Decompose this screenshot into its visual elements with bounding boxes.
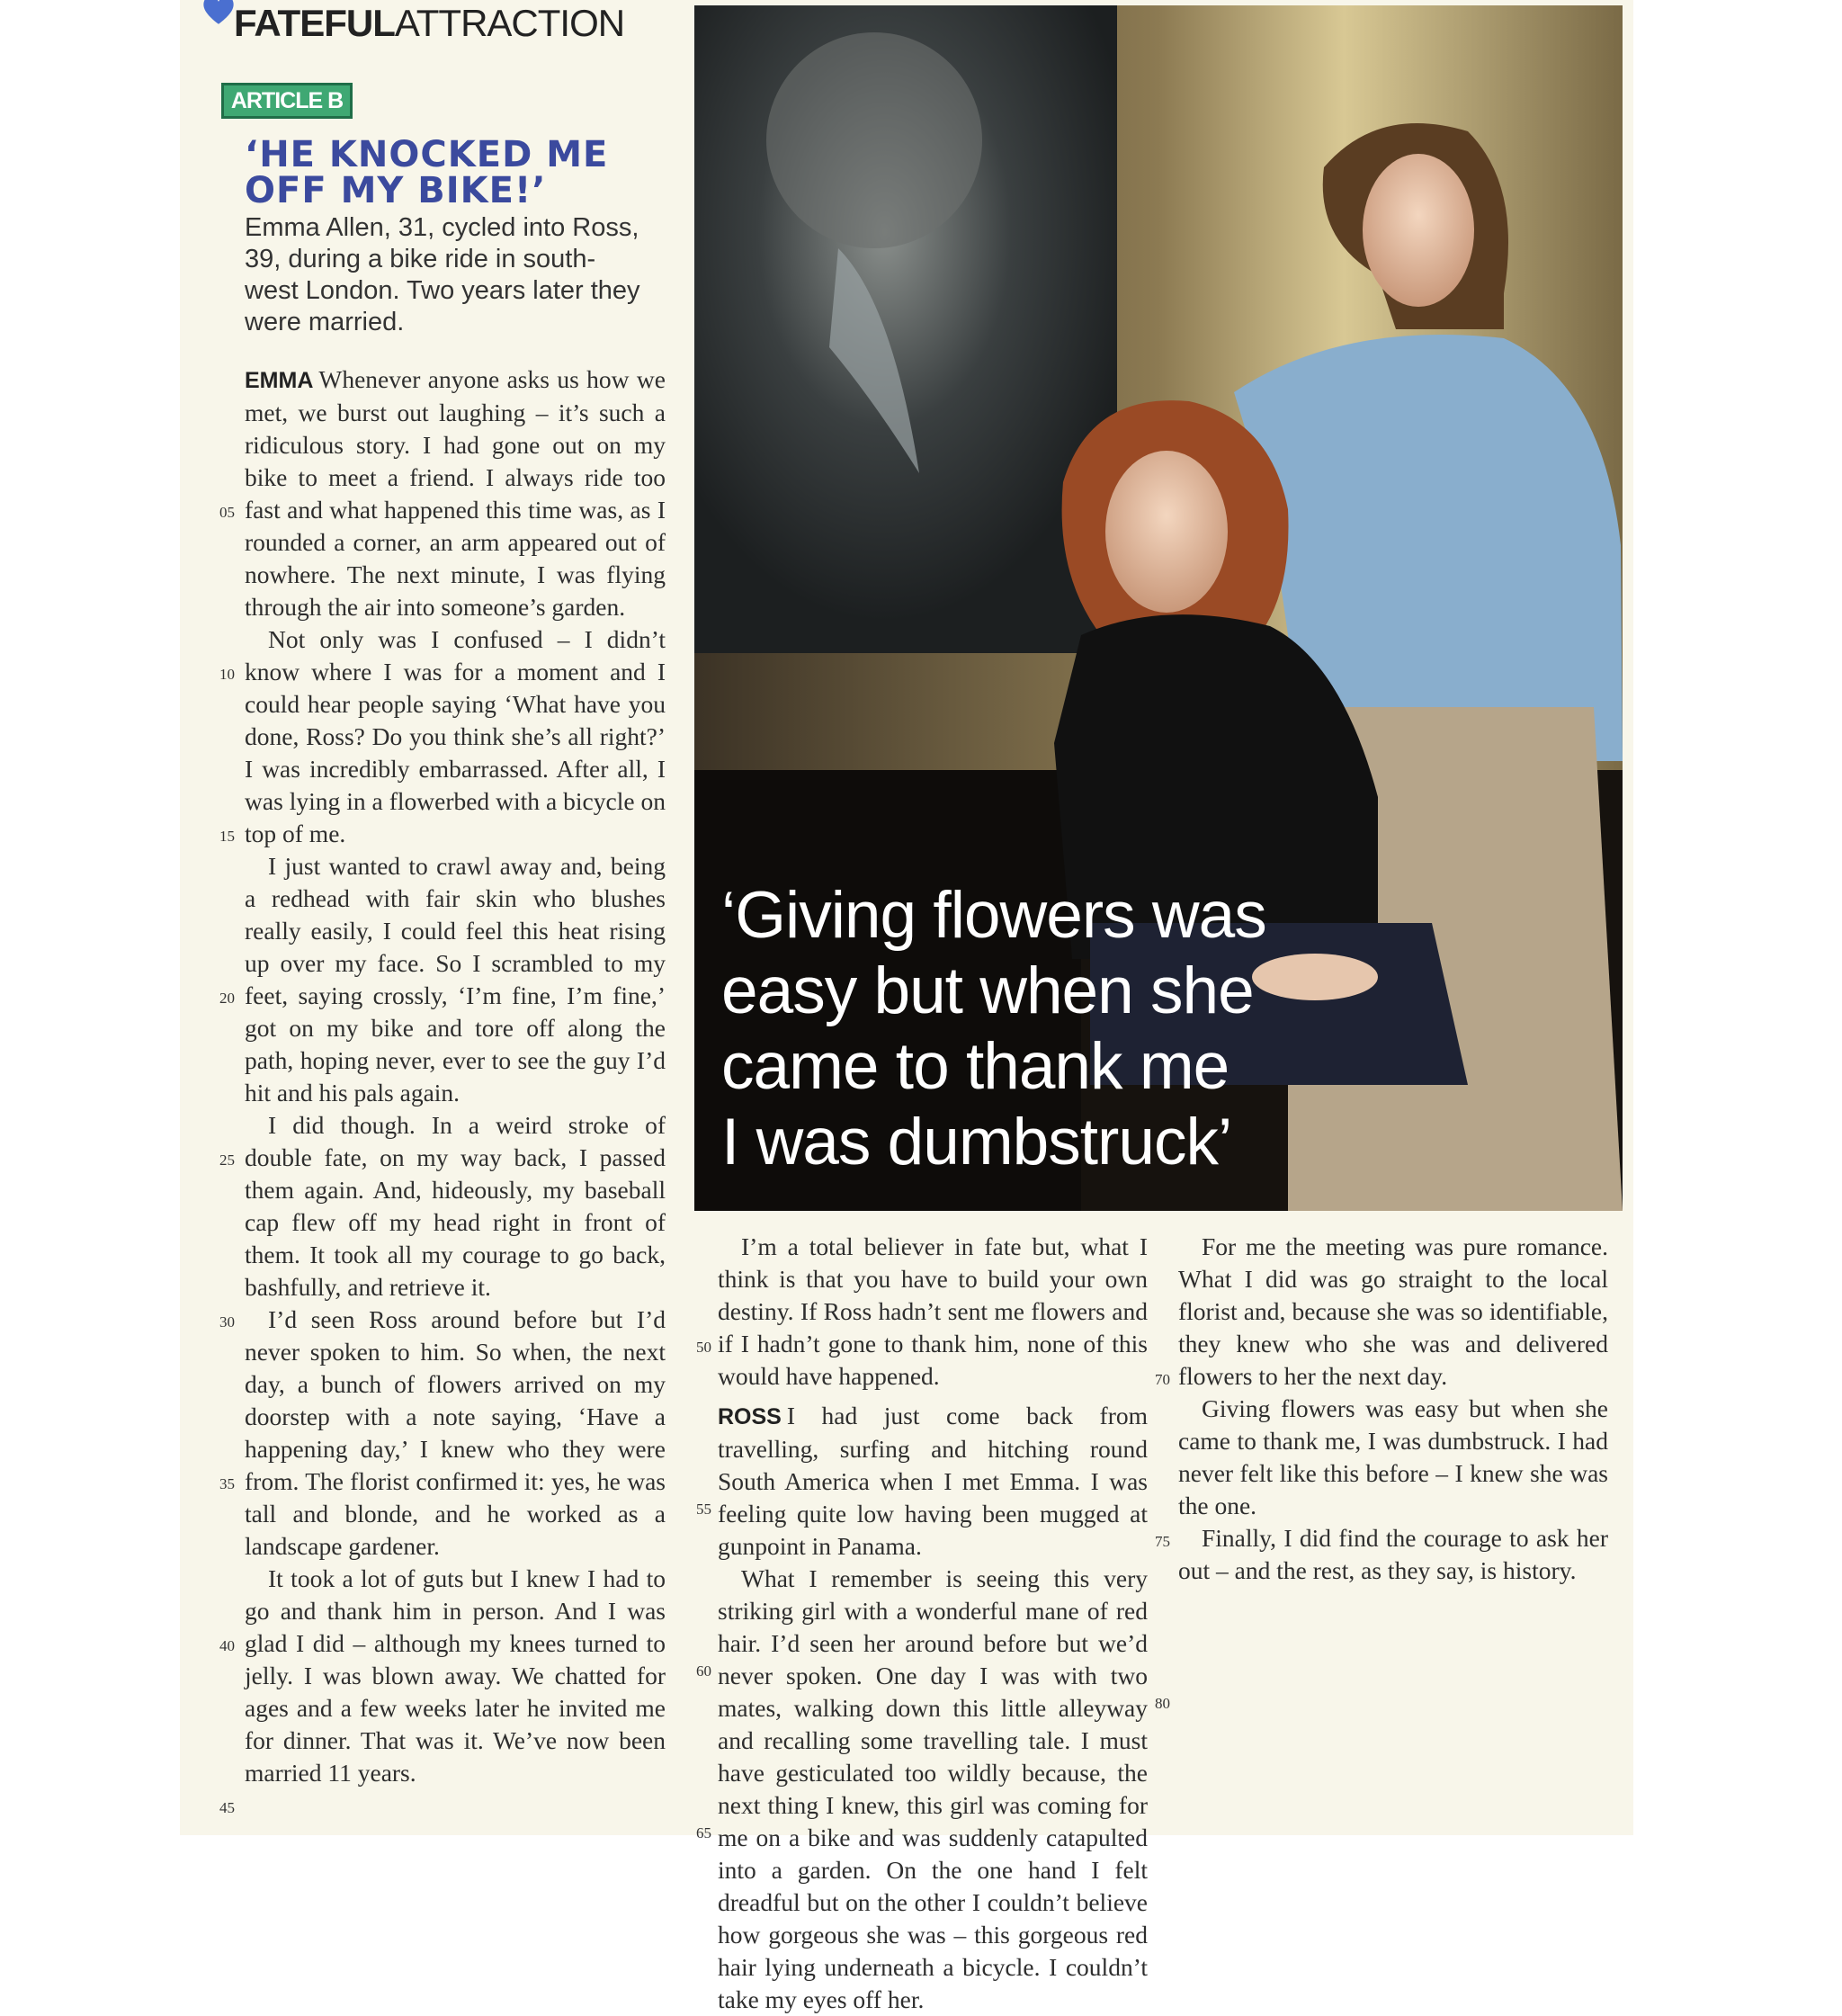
line-number: 30 [219, 1313, 235, 1331]
line-number: 10 [219, 666, 235, 683]
magazine-page [180, 0, 1633, 2013]
headline-line: ‘HE KNOCKED ME [245, 134, 609, 175]
pull-quote-line: ‘Giving flowers was [721, 879, 1266, 952]
article-intro: Emma Allen, 31, cycled into Ross, 39, during a bike ride in south-west London. Two years later they were married. [245, 213, 640, 336]
pull-quote-line: I was dumbstruck’ [721, 1106, 1232, 1178]
paragraph: ROSS I had just come back from travelling, surfing and hitching round South America when I met Emma. I was feeling quite low having been mugged at gunpoint in Panama. [718, 1402, 1148, 1560]
headline-line: OFF MY BIKE!’ [245, 170, 547, 211]
heart-icon [200, 0, 237, 29]
paragraph: For me the meeting was pure romance. What I did was go straight to the local florist and, because she was so identifiable, they knew who she was and delivered flowers to her the next day. [1178, 1232, 1608, 1390]
speaker-label: ROSS [718, 1404, 782, 1429]
line-number: 80 [1155, 1695, 1170, 1712]
line-number: 40 [219, 1637, 235, 1654]
pull-quote [721, 878, 1351, 1180]
line-number: 25 [219, 1151, 235, 1169]
article-column-3 [1178, 1231, 1608, 1587]
paragraph: It took a lot of guts but I knew I had to go and thank him in person. And I was glad I did – although my knees turned to jelly. I was blown away. We chatted for ages and a few weeks later he invited me for dinner. That was it. We’ve now been married 11 years. [245, 1564, 666, 1787]
paragraph: EMMA Whenever anyone asks us how we met, we burst out laughing – it’s such a ridiculous story. I had gone out on my bike to meet a friend. I always ride too fast and what happened this time was, as I rounded a corner, an arm appeared out of nowhere. The next minute, I was flying through the air into someone’s garden. [245, 365, 666, 621]
paragraph: What I remember is seeing this very striking girl with a wonderful mane of red hair. I’d seen her around before but we’d never spoken. One day I was with two mates, walking down this little alleyway and recalling some travelling tale. I must have gesticulated too wildly because, the next thing I knew, this girl was coming for me on a bike and was suddenly catapulted into a garden. On the one hand I felt dreadful but on the other I couldn’t believe how gorgeous she was – this gorgeous red hair lying underneath a bicycle. I couldn’t take my eyes off her. [718, 1564, 1148, 2013]
paragraph: I’d seen Ross around before but I’d never spoken to him. So when, the next day, a bunch of flowers arrived on my doorstep with a note saying, ‘Have a happening day,’ I knew who they were from. The florist confirmed it: yes, he was tall and blonde, and he worked as a landscape gardener. [245, 1305, 666, 1560]
paragraph: Not only was I confused – I didn’t know where I was for a moment and I could hear people saying ‘What have you done, Ross? Do you think she’s all right?’ I was incredibly embarrassed. After all, I was lying in a flowerbed with a bicycle on top of me. [245, 625, 666, 847]
line-number: 20 [219, 990, 235, 1007]
line-number: 35 [219, 1475, 235, 1492]
paragraph: I did though. In a weird stroke of double fate, on my way back, I passed them again. And, hideously, my baseball cap flew off my head right in front of them. It took all my courage to go back, bashfully, and retrieve it. [245, 1111, 666, 1301]
line-number: 50 [696, 1339, 711, 1356]
line-number: 75 [1155, 1533, 1170, 1550]
line-number: 70 [1155, 1371, 1170, 1388]
line-number: 05 [219, 504, 235, 521]
paragraph: Giving flowers was easy but when she came to thank me, I was dumbstruck. I had never felt like this before – I knew she was the one. [1178, 1394, 1608, 1519]
line-number: 45 [219, 1799, 235, 1816]
article-column-1 [245, 363, 666, 1789]
paragraph: Finally, I did find the courage to ask her out – and the rest, as they say, is history. [1178, 1524, 1608, 1584]
speaker-label: EMMA [245, 368, 314, 393]
line-number: 15 [219, 828, 235, 845]
pull-quote-line: easy but when she [721, 954, 1254, 1027]
article-headline [245, 134, 667, 211]
section-title: FATEFULATTRACTION [234, 2, 625, 44]
paragraph: I’m a total believer in fate but, what I think is that you have to build your own destiny. If Ross hadn’t sent me flowers and if I hadn’t gone to thank him, none of this would have happened. [718, 1232, 1148, 1390]
pull-quote-line: came to thank me [721, 1030, 1229, 1103]
article-badge: ARTICLE B [221, 83, 353, 119]
line-number: 55 [696, 1501, 711, 1518]
couple-photo [694, 5, 1623, 1211]
line-number: 65 [696, 1824, 711, 1841]
article-column-2 [718, 1231, 1148, 2013]
line-number: 60 [696, 1662, 711, 1680]
paragraph: I just wanted to crawl away and, being a redhead with fair skin who blushes really easily, I could feel this heat rising up over my face. So I scrambled to my feet, saying crossly, ‘I’m fine, I’m fine,’ got on my bike and tore off along the path, hoping never, ever to see the guy I’d hit and his pals again. [245, 852, 666, 1107]
